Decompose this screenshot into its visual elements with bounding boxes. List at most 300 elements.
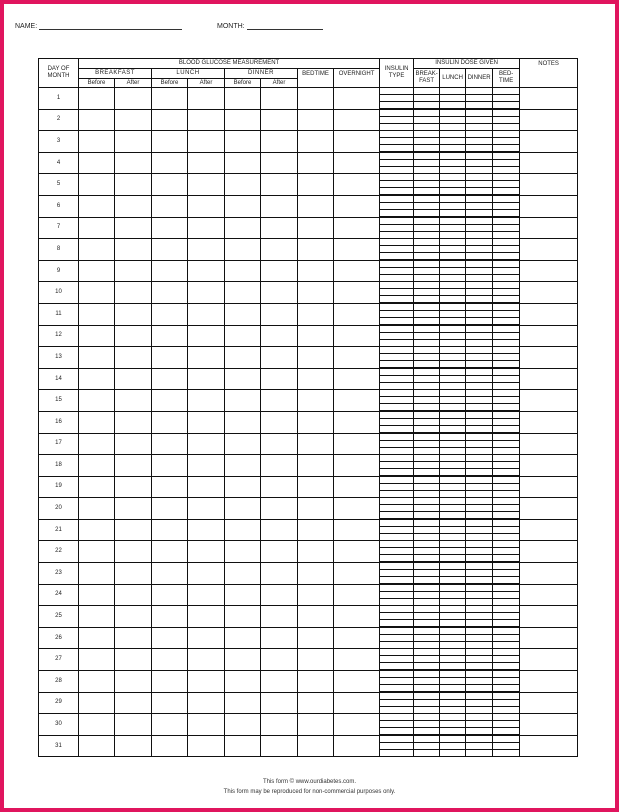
overnight-cell[interactable] bbox=[334, 411, 380, 433]
breakfast-before-cell[interactable] bbox=[79, 563, 115, 585]
dinner-before-cell[interactable] bbox=[225, 282, 261, 304]
overnight-cell[interactable] bbox=[334, 476, 380, 498]
notes-cell[interactable] bbox=[520, 606, 578, 628]
lunch-before-cell[interactable] bbox=[152, 714, 188, 736]
lunch-after-cell[interactable] bbox=[188, 735, 225, 757]
overnight-cell[interactable] bbox=[334, 88, 380, 110]
dose-dinner-cell[interactable] bbox=[466, 368, 493, 390]
bedtime-cell[interactable] bbox=[298, 239, 334, 261]
dose-bedtime-cell[interactable] bbox=[493, 498, 520, 520]
dinner-after-cell[interactable] bbox=[261, 498, 298, 520]
notes-cell[interactable] bbox=[520, 411, 578, 433]
dose-bedtime-cell[interactable] bbox=[493, 390, 520, 412]
breakfast-before-cell[interactable] bbox=[79, 260, 115, 282]
dose-lunch-cell[interactable] bbox=[440, 109, 466, 131]
dose-lunch-cell[interactable] bbox=[440, 714, 466, 736]
dose-lunch-cell[interactable] bbox=[440, 735, 466, 757]
dose-bedtime-cell[interactable] bbox=[493, 606, 520, 628]
lunch-after-cell[interactable] bbox=[188, 282, 225, 304]
breakfast-after-cell[interactable] bbox=[115, 692, 152, 714]
dose-breakfast-cell[interactable] bbox=[414, 347, 440, 369]
bedtime-cell[interactable] bbox=[298, 541, 334, 563]
month-line[interactable] bbox=[247, 21, 323, 30]
notes-cell[interactable] bbox=[520, 498, 578, 520]
lunch-before-cell[interactable] bbox=[152, 390, 188, 412]
dose-lunch-cell[interactable] bbox=[440, 152, 466, 174]
breakfast-after-cell[interactable] bbox=[115, 217, 152, 239]
notes-cell[interactable] bbox=[520, 735, 578, 757]
lunch-after-cell[interactable] bbox=[188, 411, 225, 433]
dose-lunch-cell[interactable] bbox=[440, 239, 466, 261]
notes-cell[interactable] bbox=[520, 433, 578, 455]
breakfast-before-cell[interactable] bbox=[79, 303, 115, 325]
dinner-after-cell[interactable] bbox=[261, 627, 298, 649]
overnight-cell[interactable] bbox=[334, 606, 380, 628]
notes-cell[interactable] bbox=[520, 260, 578, 282]
bedtime-cell[interactable] bbox=[298, 714, 334, 736]
bedtime-cell[interactable] bbox=[298, 260, 334, 282]
dose-dinner-cell[interactable] bbox=[466, 692, 493, 714]
dinner-after-cell[interactable] bbox=[261, 606, 298, 628]
breakfast-after-cell[interactable] bbox=[115, 649, 152, 671]
dinner-after-cell[interactable] bbox=[261, 563, 298, 585]
insulin-type-cell[interactable] bbox=[380, 195, 414, 217]
notes-cell[interactable] bbox=[520, 325, 578, 347]
dose-lunch-cell[interactable] bbox=[440, 347, 466, 369]
lunch-before-cell[interactable] bbox=[152, 498, 188, 520]
dinner-after-cell[interactable] bbox=[261, 131, 298, 153]
dose-bedtime-cell[interactable] bbox=[493, 671, 520, 693]
insulin-type-cell[interactable] bbox=[380, 519, 414, 541]
dinner-before-cell[interactable] bbox=[225, 152, 261, 174]
notes-cell[interactable] bbox=[520, 692, 578, 714]
dose-breakfast-cell[interactable] bbox=[414, 606, 440, 628]
dinner-after-cell[interactable] bbox=[261, 692, 298, 714]
insulin-type-cell[interactable] bbox=[380, 152, 414, 174]
dose-breakfast-cell[interactable] bbox=[414, 714, 440, 736]
dinner-before-cell[interactable] bbox=[225, 627, 261, 649]
breakfast-after-cell[interactable] bbox=[115, 476, 152, 498]
overnight-cell[interactable] bbox=[334, 152, 380, 174]
overnight-cell[interactable] bbox=[334, 498, 380, 520]
dinner-after-cell[interactable] bbox=[261, 174, 298, 196]
notes-cell[interactable] bbox=[520, 714, 578, 736]
dinner-after-cell[interactable] bbox=[261, 476, 298, 498]
dose-lunch-cell[interactable] bbox=[440, 606, 466, 628]
insulin-type-cell[interactable] bbox=[380, 455, 414, 477]
lunch-after-cell[interactable] bbox=[188, 671, 225, 693]
breakfast-before-cell[interactable] bbox=[79, 692, 115, 714]
notes-cell[interactable] bbox=[520, 239, 578, 261]
lunch-before-cell[interactable] bbox=[152, 195, 188, 217]
dinner-before-cell[interactable] bbox=[225, 541, 261, 563]
dinner-before-cell[interactable] bbox=[225, 260, 261, 282]
dose-dinner-cell[interactable] bbox=[466, 606, 493, 628]
breakfast-after-cell[interactable] bbox=[115, 627, 152, 649]
insulin-type-cell[interactable] bbox=[380, 174, 414, 196]
dose-lunch-cell[interactable] bbox=[440, 498, 466, 520]
insulin-type-cell[interactable] bbox=[380, 563, 414, 585]
dose-dinner-cell[interactable] bbox=[466, 411, 493, 433]
breakfast-after-cell[interactable] bbox=[115, 714, 152, 736]
dinner-before-cell[interactable] bbox=[225, 606, 261, 628]
notes-cell[interactable] bbox=[520, 390, 578, 412]
dinner-after-cell[interactable] bbox=[261, 455, 298, 477]
bedtime-cell[interactable] bbox=[298, 347, 334, 369]
dinner-before-cell[interactable] bbox=[225, 88, 261, 110]
insulin-type-cell[interactable] bbox=[380, 433, 414, 455]
dose-bedtime-cell[interactable] bbox=[493, 476, 520, 498]
bedtime-cell[interactable] bbox=[298, 390, 334, 412]
overnight-cell[interactable] bbox=[334, 217, 380, 239]
dose-lunch-cell[interactable] bbox=[440, 390, 466, 412]
dose-lunch-cell[interactable] bbox=[440, 692, 466, 714]
lunch-before-cell[interactable] bbox=[152, 174, 188, 196]
breakfast-before-cell[interactable] bbox=[79, 455, 115, 477]
breakfast-after-cell[interactable] bbox=[115, 260, 152, 282]
dose-bedtime-cell[interactable] bbox=[493, 88, 520, 110]
overnight-cell[interactable] bbox=[334, 390, 380, 412]
dinner-after-cell[interactable] bbox=[261, 109, 298, 131]
insulin-type-cell[interactable] bbox=[380, 735, 414, 757]
dose-dinner-cell[interactable] bbox=[466, 217, 493, 239]
dose-lunch-cell[interactable] bbox=[440, 649, 466, 671]
insulin-type-cell[interactable] bbox=[380, 584, 414, 606]
dose-dinner-cell[interactable] bbox=[466, 152, 493, 174]
dose-dinner-cell[interactable] bbox=[466, 649, 493, 671]
lunch-after-cell[interactable] bbox=[188, 239, 225, 261]
dose-breakfast-cell[interactable] bbox=[414, 433, 440, 455]
notes-cell[interactable] bbox=[520, 584, 578, 606]
insulin-type-cell[interactable] bbox=[380, 476, 414, 498]
overnight-cell[interactable] bbox=[334, 303, 380, 325]
dose-dinner-cell[interactable] bbox=[466, 584, 493, 606]
breakfast-after-cell[interactable] bbox=[115, 174, 152, 196]
dose-bedtime-cell[interactable] bbox=[493, 195, 520, 217]
lunch-before-cell[interactable] bbox=[152, 109, 188, 131]
dinner-before-cell[interactable] bbox=[225, 131, 261, 153]
overnight-cell[interactable] bbox=[334, 239, 380, 261]
bedtime-cell[interactable] bbox=[298, 411, 334, 433]
breakfast-before-cell[interactable] bbox=[79, 498, 115, 520]
lunch-after-cell[interactable] bbox=[188, 692, 225, 714]
insulin-type-cell[interactable] bbox=[380, 411, 414, 433]
notes-cell[interactable] bbox=[520, 195, 578, 217]
dose-bedtime-cell[interactable] bbox=[493, 109, 520, 131]
dose-breakfast-cell[interactable] bbox=[414, 735, 440, 757]
dose-bedtime-cell[interactable] bbox=[493, 584, 520, 606]
breakfast-after-cell[interactable] bbox=[115, 433, 152, 455]
lunch-after-cell[interactable] bbox=[188, 519, 225, 541]
dose-dinner-cell[interactable] bbox=[466, 627, 493, 649]
lunch-before-cell[interactable] bbox=[152, 88, 188, 110]
bedtime-cell[interactable] bbox=[298, 433, 334, 455]
overnight-cell[interactable] bbox=[334, 455, 380, 477]
lunch-before-cell[interactable] bbox=[152, 368, 188, 390]
breakfast-before-cell[interactable] bbox=[79, 584, 115, 606]
dose-dinner-cell[interactable] bbox=[466, 671, 493, 693]
lunch-after-cell[interactable] bbox=[188, 174, 225, 196]
lunch-before-cell[interactable] bbox=[152, 649, 188, 671]
insulin-type-cell[interactable] bbox=[380, 347, 414, 369]
dinner-after-cell[interactable] bbox=[261, 217, 298, 239]
lunch-before-cell[interactable] bbox=[152, 476, 188, 498]
dinner-before-cell[interactable] bbox=[225, 519, 261, 541]
dose-bedtime-cell[interactable] bbox=[493, 217, 520, 239]
overnight-cell[interactable] bbox=[334, 325, 380, 347]
lunch-after-cell[interactable] bbox=[188, 260, 225, 282]
overnight-cell[interactable] bbox=[334, 433, 380, 455]
dinner-after-cell[interactable] bbox=[261, 347, 298, 369]
bedtime-cell[interactable] bbox=[298, 498, 334, 520]
dinner-after-cell[interactable] bbox=[261, 390, 298, 412]
dose-breakfast-cell[interactable] bbox=[414, 195, 440, 217]
lunch-before-cell[interactable] bbox=[152, 260, 188, 282]
notes-cell[interactable] bbox=[520, 131, 578, 153]
dose-breakfast-cell[interactable] bbox=[414, 541, 440, 563]
notes-cell[interactable] bbox=[520, 563, 578, 585]
dose-breakfast-cell[interactable] bbox=[414, 627, 440, 649]
dinner-after-cell[interactable] bbox=[261, 671, 298, 693]
notes-cell[interactable] bbox=[520, 476, 578, 498]
dose-breakfast-cell[interactable] bbox=[414, 303, 440, 325]
dose-lunch-cell[interactable] bbox=[440, 541, 466, 563]
name-field[interactable] bbox=[15, 21, 182, 30]
lunch-after-cell[interactable] bbox=[188, 390, 225, 412]
dose-breakfast-cell[interactable] bbox=[414, 498, 440, 520]
insulin-type-cell[interactable] bbox=[380, 649, 414, 671]
dinner-before-cell[interactable] bbox=[225, 498, 261, 520]
breakfast-after-cell[interactable] bbox=[115, 606, 152, 628]
insulin-type-cell[interactable] bbox=[380, 325, 414, 347]
breakfast-after-cell[interactable] bbox=[115, 282, 152, 304]
dose-dinner-cell[interactable] bbox=[466, 260, 493, 282]
overnight-cell[interactable] bbox=[334, 714, 380, 736]
dose-bedtime-cell[interactable] bbox=[493, 347, 520, 369]
dinner-before-cell[interactable] bbox=[225, 347, 261, 369]
lunch-after-cell[interactable] bbox=[188, 606, 225, 628]
breakfast-before-cell[interactable] bbox=[79, 195, 115, 217]
lunch-before-cell[interactable] bbox=[152, 519, 188, 541]
dose-lunch-cell[interactable] bbox=[440, 282, 466, 304]
dinner-before-cell[interactable] bbox=[225, 714, 261, 736]
breakfast-before-cell[interactable] bbox=[79, 282, 115, 304]
dinner-before-cell[interactable] bbox=[225, 217, 261, 239]
breakfast-before-cell[interactable] bbox=[79, 131, 115, 153]
dose-dinner-cell[interactable] bbox=[466, 433, 493, 455]
dose-lunch-cell[interactable] bbox=[440, 174, 466, 196]
dose-breakfast-cell[interactable] bbox=[414, 282, 440, 304]
dose-bedtime-cell[interactable] bbox=[493, 563, 520, 585]
dose-lunch-cell[interactable] bbox=[440, 303, 466, 325]
dose-breakfast-cell[interactable] bbox=[414, 131, 440, 153]
insulin-type-cell[interactable] bbox=[380, 498, 414, 520]
notes-cell[interactable] bbox=[520, 347, 578, 369]
dose-breakfast-cell[interactable] bbox=[414, 390, 440, 412]
dose-breakfast-cell[interactable] bbox=[414, 368, 440, 390]
dinner-before-cell[interactable] bbox=[225, 735, 261, 757]
lunch-before-cell[interactable] bbox=[152, 433, 188, 455]
breakfast-after-cell[interactable] bbox=[115, 109, 152, 131]
dose-breakfast-cell[interactable] bbox=[414, 260, 440, 282]
breakfast-before-cell[interactable] bbox=[79, 714, 115, 736]
lunch-after-cell[interactable] bbox=[188, 131, 225, 153]
breakfast-before-cell[interactable] bbox=[79, 109, 115, 131]
dose-breakfast-cell[interactable] bbox=[414, 88, 440, 110]
bedtime-cell[interactable] bbox=[298, 174, 334, 196]
lunch-before-cell[interactable] bbox=[152, 584, 188, 606]
dinner-after-cell[interactable] bbox=[261, 411, 298, 433]
insulin-type-cell[interactable] bbox=[380, 368, 414, 390]
dose-breakfast-cell[interactable] bbox=[414, 584, 440, 606]
dose-dinner-cell[interactable] bbox=[466, 563, 493, 585]
dose-breakfast-cell[interactable] bbox=[414, 411, 440, 433]
breakfast-before-cell[interactable] bbox=[79, 411, 115, 433]
breakfast-before-cell[interactable] bbox=[79, 649, 115, 671]
dose-bedtime-cell[interactable] bbox=[493, 325, 520, 347]
dinner-before-cell[interactable] bbox=[225, 584, 261, 606]
breakfast-after-cell[interactable] bbox=[115, 671, 152, 693]
dose-breakfast-cell[interactable] bbox=[414, 174, 440, 196]
dinner-before-cell[interactable] bbox=[225, 390, 261, 412]
dose-bedtime-cell[interactable] bbox=[493, 519, 520, 541]
dose-dinner-cell[interactable] bbox=[466, 131, 493, 153]
dinner-before-cell[interactable] bbox=[225, 692, 261, 714]
breakfast-before-cell[interactable] bbox=[79, 671, 115, 693]
breakfast-after-cell[interactable] bbox=[115, 411, 152, 433]
dinner-after-cell[interactable] bbox=[261, 303, 298, 325]
breakfast-before-cell[interactable] bbox=[79, 347, 115, 369]
dinner-after-cell[interactable] bbox=[261, 260, 298, 282]
lunch-before-cell[interactable] bbox=[152, 455, 188, 477]
dose-breakfast-cell[interactable] bbox=[414, 649, 440, 671]
bedtime-cell[interactable] bbox=[298, 584, 334, 606]
overnight-cell[interactable] bbox=[334, 584, 380, 606]
breakfast-before-cell[interactable] bbox=[79, 88, 115, 110]
lunch-after-cell[interactable] bbox=[188, 433, 225, 455]
lunch-before-cell[interactable] bbox=[152, 282, 188, 304]
dose-lunch-cell[interactable] bbox=[440, 563, 466, 585]
breakfast-after-cell[interactable] bbox=[115, 239, 152, 261]
bedtime-cell[interactable] bbox=[298, 88, 334, 110]
overnight-cell[interactable] bbox=[334, 195, 380, 217]
dose-lunch-cell[interactable] bbox=[440, 671, 466, 693]
dinner-before-cell[interactable] bbox=[225, 174, 261, 196]
bedtime-cell[interactable] bbox=[298, 217, 334, 239]
breakfast-before-cell[interactable] bbox=[79, 217, 115, 239]
lunch-after-cell[interactable] bbox=[188, 195, 225, 217]
lunch-after-cell[interactable] bbox=[188, 303, 225, 325]
dinner-before-cell[interactable] bbox=[225, 476, 261, 498]
notes-cell[interactable] bbox=[520, 174, 578, 196]
lunch-after-cell[interactable] bbox=[188, 368, 225, 390]
breakfast-after-cell[interactable] bbox=[115, 303, 152, 325]
notes-cell[interactable] bbox=[520, 671, 578, 693]
lunch-after-cell[interactable] bbox=[188, 498, 225, 520]
dinner-after-cell[interactable] bbox=[261, 735, 298, 757]
dinner-after-cell[interactable] bbox=[261, 325, 298, 347]
lunch-after-cell[interactable] bbox=[188, 714, 225, 736]
dose-bedtime-cell[interactable] bbox=[493, 735, 520, 757]
dose-bedtime-cell[interactable] bbox=[493, 260, 520, 282]
breakfast-before-cell[interactable] bbox=[79, 368, 115, 390]
dose-bedtime-cell[interactable] bbox=[493, 131, 520, 153]
dose-bedtime-cell[interactable] bbox=[493, 411, 520, 433]
lunch-before-cell[interactable] bbox=[152, 541, 188, 563]
lunch-after-cell[interactable] bbox=[188, 88, 225, 110]
breakfast-before-cell[interactable] bbox=[79, 239, 115, 261]
dinner-after-cell[interactable] bbox=[261, 541, 298, 563]
breakfast-after-cell[interactable] bbox=[115, 455, 152, 477]
dinner-after-cell[interactable] bbox=[261, 584, 298, 606]
dinner-after-cell[interactable] bbox=[261, 519, 298, 541]
dinner-before-cell[interactable] bbox=[225, 109, 261, 131]
dose-dinner-cell[interactable] bbox=[466, 714, 493, 736]
insulin-type-cell[interactable] bbox=[380, 282, 414, 304]
lunch-before-cell[interactable] bbox=[152, 239, 188, 261]
bedtime-cell[interactable] bbox=[298, 692, 334, 714]
dose-bedtime-cell[interactable] bbox=[493, 368, 520, 390]
lunch-before-cell[interactable] bbox=[152, 627, 188, 649]
overnight-cell[interactable] bbox=[334, 282, 380, 304]
dose-bedtime-cell[interactable] bbox=[493, 714, 520, 736]
bedtime-cell[interactable] bbox=[298, 671, 334, 693]
dose-lunch-cell[interactable] bbox=[440, 519, 466, 541]
dose-dinner-cell[interactable] bbox=[466, 519, 493, 541]
dose-breakfast-cell[interactable] bbox=[414, 239, 440, 261]
lunch-before-cell[interactable] bbox=[152, 152, 188, 174]
dinner-before-cell[interactable] bbox=[225, 368, 261, 390]
dose-dinner-cell[interactable] bbox=[466, 303, 493, 325]
dose-dinner-cell[interactable] bbox=[466, 195, 493, 217]
dinner-after-cell[interactable] bbox=[261, 368, 298, 390]
dose-bedtime-cell[interactable] bbox=[493, 455, 520, 477]
lunch-before-cell[interactable] bbox=[152, 217, 188, 239]
dose-bedtime-cell[interactable] bbox=[493, 433, 520, 455]
breakfast-after-cell[interactable] bbox=[115, 152, 152, 174]
dinner-before-cell[interactable] bbox=[225, 649, 261, 671]
dose-dinner-cell[interactable] bbox=[466, 88, 493, 110]
lunch-before-cell[interactable] bbox=[152, 347, 188, 369]
month-field[interactable] bbox=[217, 21, 323, 30]
lunch-before-cell[interactable] bbox=[152, 671, 188, 693]
overnight-cell[interactable] bbox=[334, 347, 380, 369]
dose-dinner-cell[interactable] bbox=[466, 325, 493, 347]
breakfast-after-cell[interactable] bbox=[115, 368, 152, 390]
bedtime-cell[interactable] bbox=[298, 325, 334, 347]
breakfast-after-cell[interactable] bbox=[115, 584, 152, 606]
breakfast-before-cell[interactable] bbox=[79, 735, 115, 757]
bedtime-cell[interactable] bbox=[298, 455, 334, 477]
dose-bedtime-cell[interactable] bbox=[493, 627, 520, 649]
dose-dinner-cell[interactable] bbox=[466, 174, 493, 196]
dose-lunch-cell[interactable] bbox=[440, 325, 466, 347]
bedtime-cell[interactable] bbox=[298, 303, 334, 325]
dinner-before-cell[interactable] bbox=[225, 455, 261, 477]
lunch-after-cell[interactable] bbox=[188, 627, 225, 649]
bedtime-cell[interactable] bbox=[298, 195, 334, 217]
lunch-before-cell[interactable] bbox=[152, 411, 188, 433]
dose-bedtime-cell[interactable] bbox=[493, 303, 520, 325]
overnight-cell[interactable] bbox=[334, 174, 380, 196]
dinner-after-cell[interactable] bbox=[261, 282, 298, 304]
dose-breakfast-cell[interactable] bbox=[414, 692, 440, 714]
dinner-after-cell[interactable] bbox=[261, 195, 298, 217]
lunch-before-cell[interactable] bbox=[152, 692, 188, 714]
dose-lunch-cell[interactable] bbox=[440, 131, 466, 153]
dinner-before-cell[interactable] bbox=[225, 563, 261, 585]
notes-cell[interactable] bbox=[520, 88, 578, 110]
